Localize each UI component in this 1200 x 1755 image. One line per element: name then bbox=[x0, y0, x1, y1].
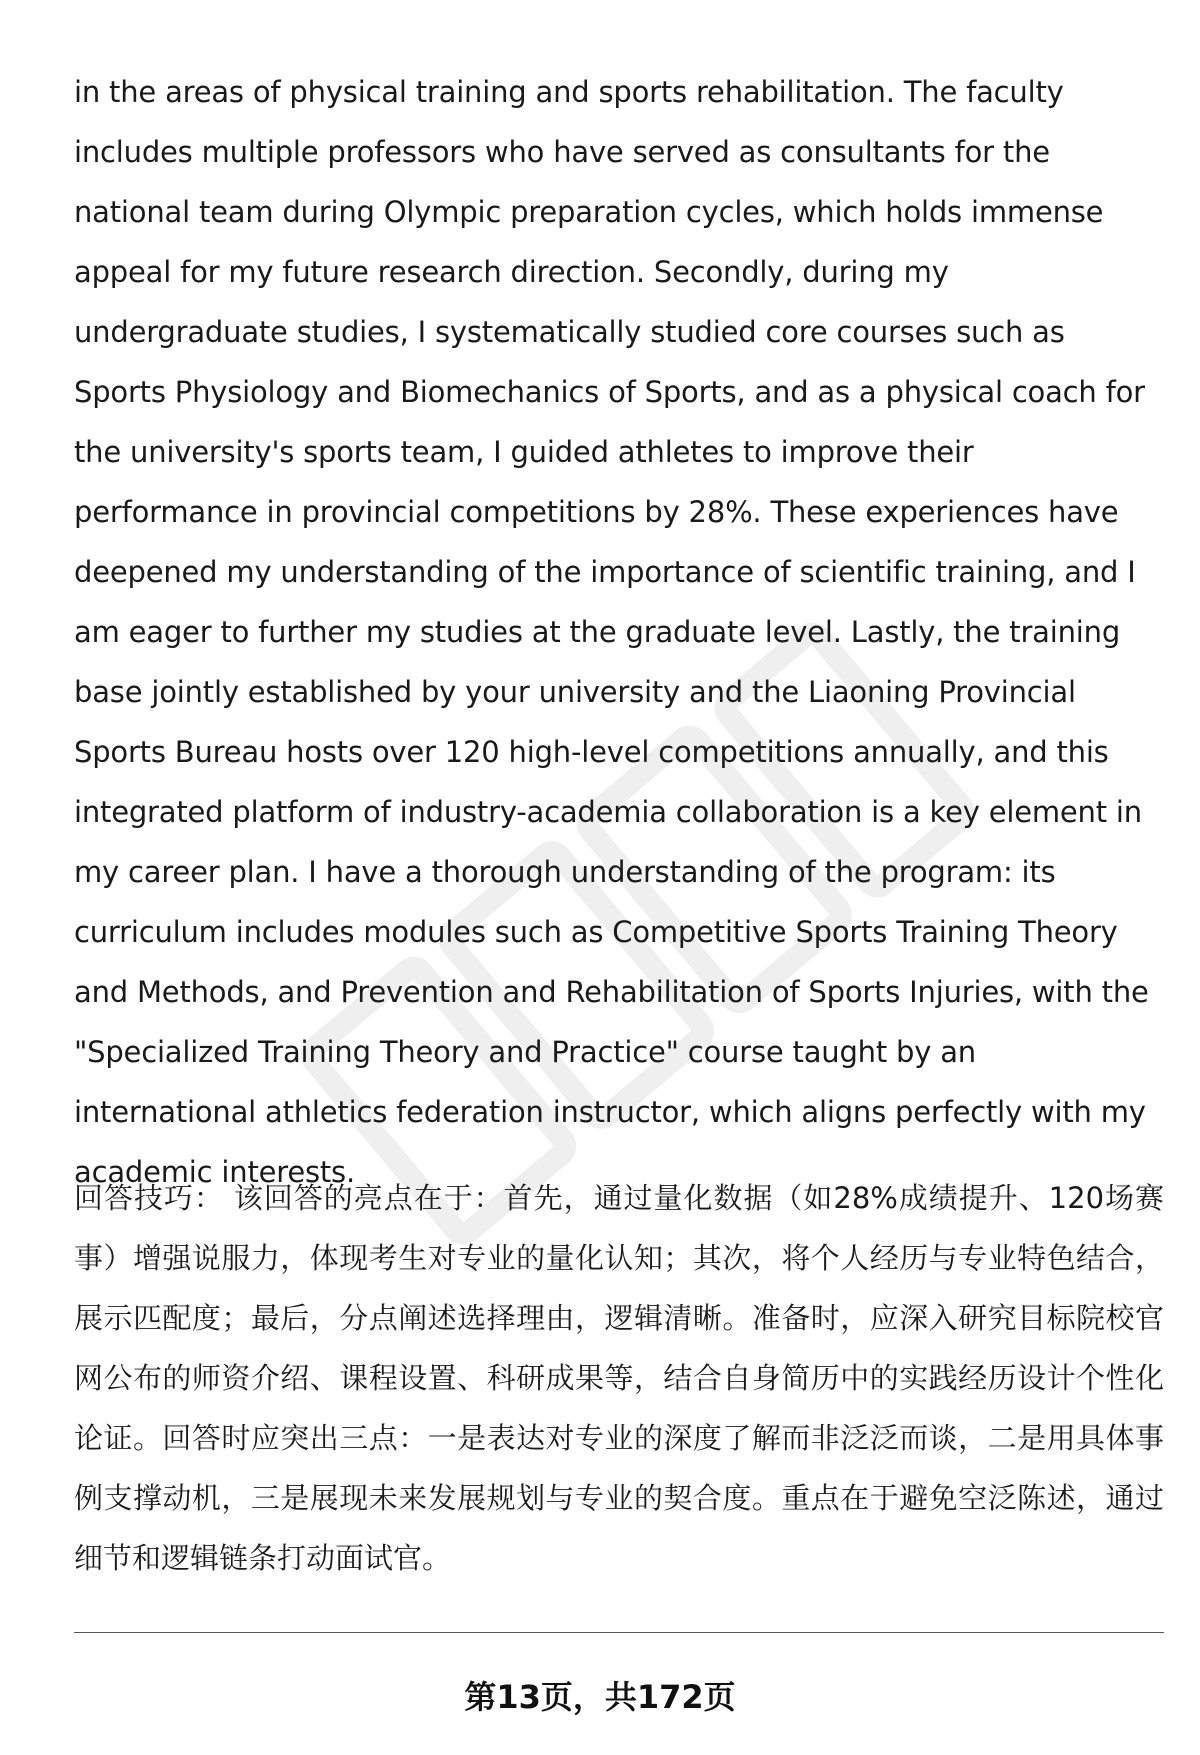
tips-text: 该回答的亮点在于：首先，通过量化数据（如28%成绩提升、120场赛事）增强说服力，体现考生对专业的量化认知；其次，将个人经历与专业特色结合，展示匹配度；最后，分点阐述选择理由，逻辑清晰。准备时，应深入研究目标院校官网公布的师资介绍、课程设置、科研成果等，结合自身简历中的实践经历设计个性化论证。回答时应突出三点：一是表达对专业的深度了解而非泛泛而谈，二是用具体事例支撑动机，三是展现未来发展规划与专业的契合度。重点在于避免空泛陈述，通过细节和逻辑链条打动面试官。 bbox=[74, 1181, 1164, 1575]
tips-paragraph bbox=[74, 1168, 1164, 1588]
tips-label: 回答技巧： bbox=[74, 1181, 224, 1215]
page-number: 第13页，共172页 bbox=[464, 1678, 736, 1716]
body-paragraph: in the areas of physical training and sports rehabilitation. The faculty includes multiple professors who have served as consultants for the national team during Olympic preparation cycles, which holds immense appeal for my future research direction. Secondly, during my undergraduate studies, I systematically studied core courses such as Sports Physiology and Biomechanics of Sports, and as a physical coach for the university's sports team, I guided athletes to improve their performance in provincial competitions by 28%. These experiences have deepened my understanding of the importance of scientific training, and I am eager to further my studies at the graduate level. Lastly, the training base jointly established by your university and the Liaoning Provincial Sports Bureau hosts over 120 high-level competitions annually, and this integrated platform of industry-academia collaboration is a key element in my career plan. I have a thorough understanding of the program: its curriculum includes modules such as Competitive Sports Training Theory and Methods, and Prevention and Rehabilitation of Sports Injuries, with the "Specialized Training Theory and Practice" course taught by an international athletics federation instructor, which aligns perfectly with my academic interests. bbox=[74, 75, 1149, 1189]
footer-divider bbox=[74, 1632, 1164, 1633]
